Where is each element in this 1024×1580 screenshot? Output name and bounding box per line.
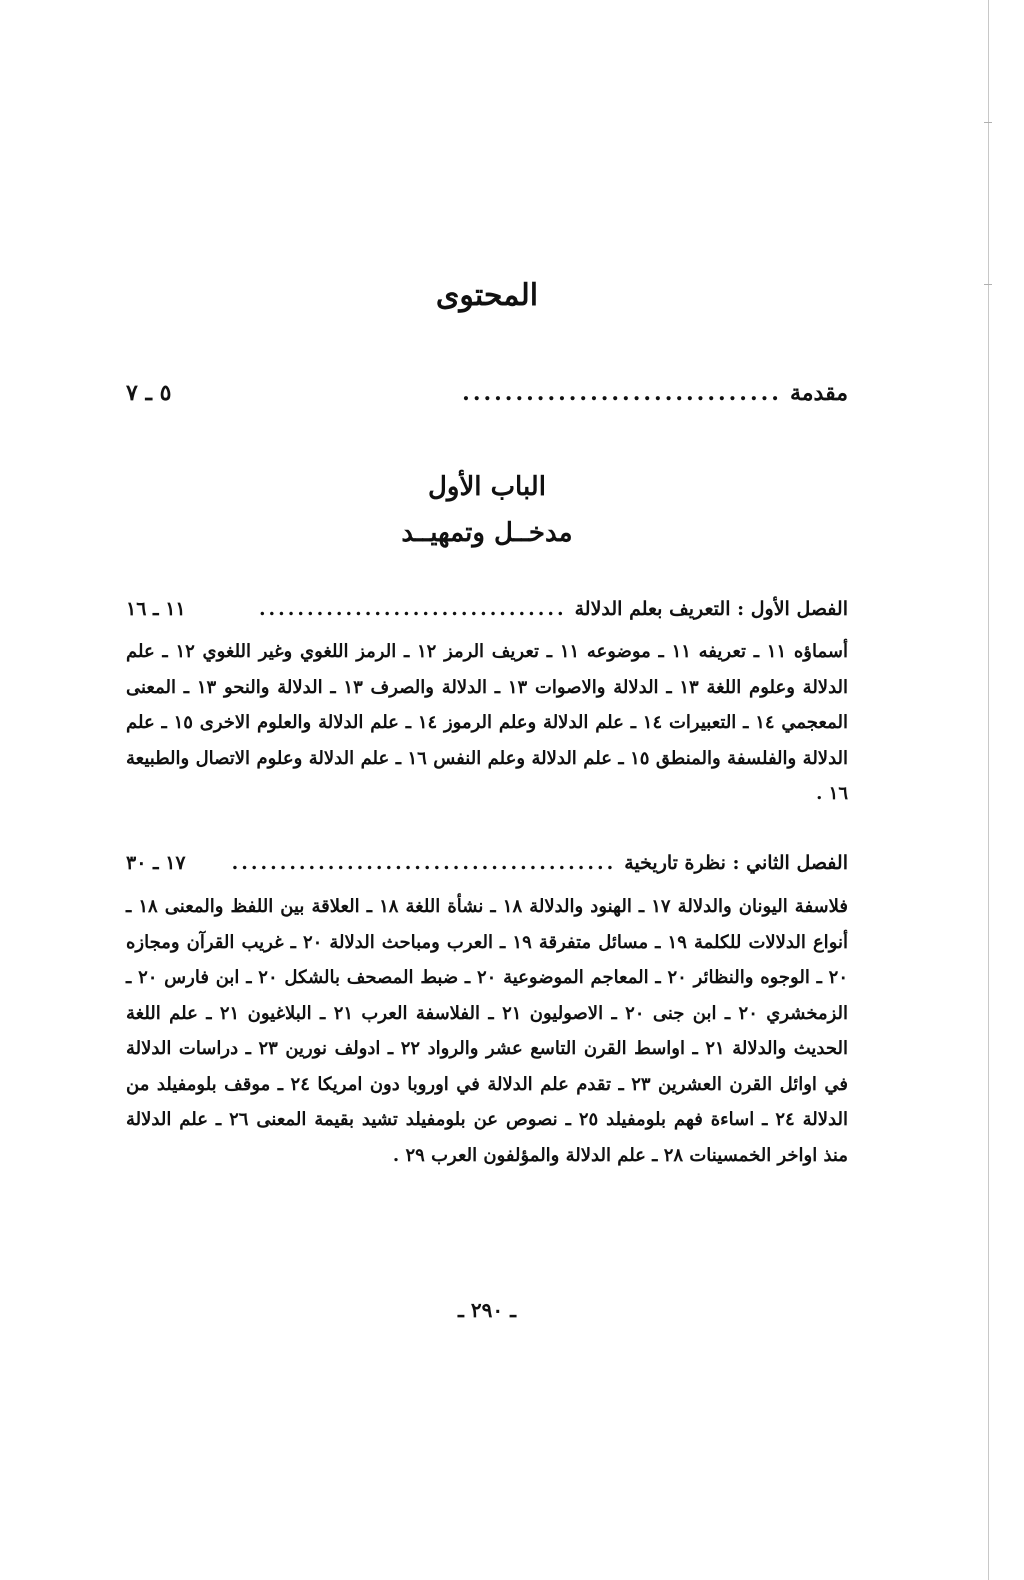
page-edge-mark: [984, 284, 992, 285]
toc-entry-label: الفصل الثاني : نظرة تاريخية: [624, 852, 848, 874]
toc-entry-pages: ١١ ـ ١٦: [126, 598, 186, 620]
part-subtitle: مدخــل وتمهيــد: [401, 518, 573, 548]
dot-leader: ........................................: [231, 852, 617, 874]
toc-page: [126, 0, 848, 1580]
page-number: ـ ٢٩٠ ـ: [458, 1298, 516, 1322]
toc-entry-label: مقدمة: [789, 380, 848, 406]
chapter-1-topics: أسماؤه ١١ ـ تعريفه ١١ ـ موضوعه ١١ ـ تعريف الرمز ١٢ ـ الرمز اللغوي وغير اللغوي ١٢ ـ علم الدلالة وعلوم اللغة ١٣ ـ الدلالة والاصوات ١٣ ـ الدلالة والصرف ١٣ ـ الدلالة والنحو ١٣ ـ المعنى المعجمي ١٤ ـ التعبيرات ١٤ ـ علم الدلالة وعلم الرموز ١٤ ـ علم الدلالة والعلوم الاخرى ١٥ ـ علم الدلالة والفلسفة والمنطق ١٥ ـ علم الدلالة وعلم النفس ١٦ ـ علم الدلالة وعلوم الاتصال والطبيعة ١٦ .: [126, 641, 849, 804]
part-title: الباب الأول: [428, 472, 546, 502]
toc-entry-intro[interactable]: [126, 380, 848, 406]
toc-entry-pages: ١٧ ـ ٣٠: [126, 852, 186, 874]
toc-entry-label: الفصل الأول : التعريف بعلم الدلالة: [574, 598, 848, 620]
page-edge-mark: [984, 122, 992, 123]
dot-leader: ..............................: [462, 380, 782, 406]
toc-entry-pages: ٥ ـ ٧: [126, 380, 172, 406]
toc-entry-chapter-2[interactable]: [126, 852, 848, 874]
chapter-2-topics: فلاسفة اليونان والدلالة ١٧ ـ الهنود والدلالة ١٨ ـ نشأة اللغة ١٨ ـ العلاقة بين اللفظ والمعنى ١٨ ـ أنواع الدلالات للكلمة ١٩ ـ مسائل متفرقة ١٩ ـ العرب ومباحث الدلالة ٢٠ ـ غريب القرآن ومجازه ٢٠ ـ الوجوه والنظائر ٢٠ ـ المعاجم الموضوعية ٢٠ ـ ضبط المصحف بالشكل ٢٠ ـ ابن فارس ٢٠ ـ الزمخشري ٢٠ ـ ابن جنى ٢٠ ـ الاصوليون ٢١ ـ الفلاسفة العرب ٢١ ـ البلاغيون ٢١ ـ علم اللغة الحديث والدلالة ٢١ ـ اواسط القرن التاسع عشر والرواد ٢٢ ـ ادولف نورين ٢٣ ـ دراسات الدلالة في اوائل القرن العشرين ٢٣ ـ تقدم علم الدلالة في اوروبا دون امريكا ٢٤ ـ موقف بلومفيلد من الدلالة ٢٤ ـ اساءة فهم بلومفيلد ٢٥ ـ نصوص عن بلومفيلد تشيد بقيمة المعنى ٢٦ ـ علم الدلالة منذ اواخر الخمسينات ٢٨ ـ علم الدلالة والمؤلفون العرب ٢٩ .: [126, 896, 849, 1166]
toc-entry-chapter-1[interactable]: [126, 598, 848, 620]
dot-leader: ................................: [258, 598, 567, 620]
page-edge-line: [988, 0, 989, 1580]
page-title: المحتوى: [435, 278, 539, 313]
